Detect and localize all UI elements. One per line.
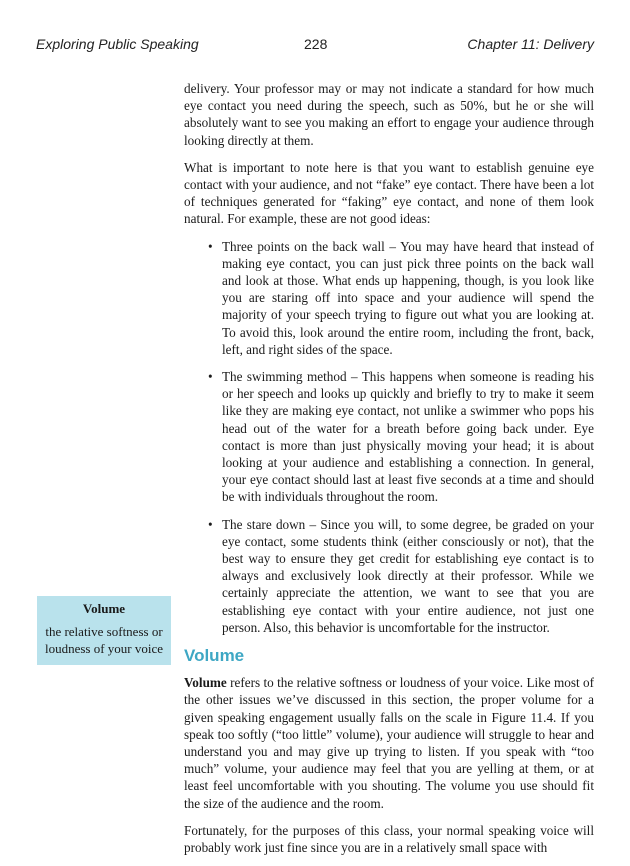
page-number: 228 [304,36,328,52]
paragraph: Fortunately, for the purposes of this class, your normal speaking voice will probably work just fine since you are in a relatively small space with [184,822,594,855]
glossary-definition: the relative softness or loudness of your voice [44,624,164,656]
paragraph [184,674,594,812]
paragraph-text: refers to the relative softness or loudness of your voice. Like most of the other issues we’ve discussed in this section, the proper volume for a given speaking engagement usually falls on the scale in Figure 11.4. If you speak too softly (“too little” volume), your audience will struggle to hear and understand you and may give up trying to listen. If you speak with “too much” volume, your audience may feel that you are yelling at them, or at least feel uncomfortable with you shouting. The volume you use should fit the size of the audience and the room. [184,675,594,811]
list-item: • The stare down – Since you will, to some degree, be graded on your eye contact, some students think (either consciously or not), that the best way to ensure they get credit for establishing eye contact is to always and exclusively look directly at their professor. While we certainly appreciate the attention, we want to see that you are establishing eye contact with your entire audience, not just one person. Also, this behavior is uncomfortable for the instructor. [212,516,594,636]
body-text [184,80,594,866]
bad-ideas-list [184,238,594,636]
paragraph: What is important to note here is that you want to establish genuine eye contact with your audience, and not “fake” eye contact. There have been a lot of techniques generated for “faking” eye contact, and none of them look natural. For example, these are not good ideas: [184,159,594,227]
glossary-term: Volume [82,601,126,616]
section-heading-volume: Volume [184,646,245,666]
glossary-sidebar [37,596,171,665]
list-item: • Three points on the back wall – You may have heard that instead of making eye contact, you can just pick three points on the back wall and look at those. What ends up happening, though, is you look like you are staring off into space and your audience will spend the majority of your speech trying to figure out what you are looking at. To avoid this, look around the entire room, including the front, back, left, and right sides of the space. [212,238,594,358]
list-item: • The swimming method – This happens when someone is reading his or her speech and looks up quickly and briefly to try to make it seem like they are making eye contact, not unlike a swimmer who pops his head out of the water for a breath before going back under. Eye contact is more than just physically moving your head; it is about looking at your audience and establishing a connection. In general, your eye contact should last at least five seconds at a time and should be with individuals throughout the room. [212,368,594,506]
running-header-book-title: Exploring Public Speaking [36,36,199,52]
paragraph: delivery. Your professor may or may not indicate a standard for how much eye contact you need during the speech, such as 50%, but he or she will absolutely want to see you making an effort to engage your audience through looking directly at them. [184,81,594,148]
key-term: Volume [184,675,227,691]
running-header-chapter: Chapter 11: Delivery [467,36,594,52]
